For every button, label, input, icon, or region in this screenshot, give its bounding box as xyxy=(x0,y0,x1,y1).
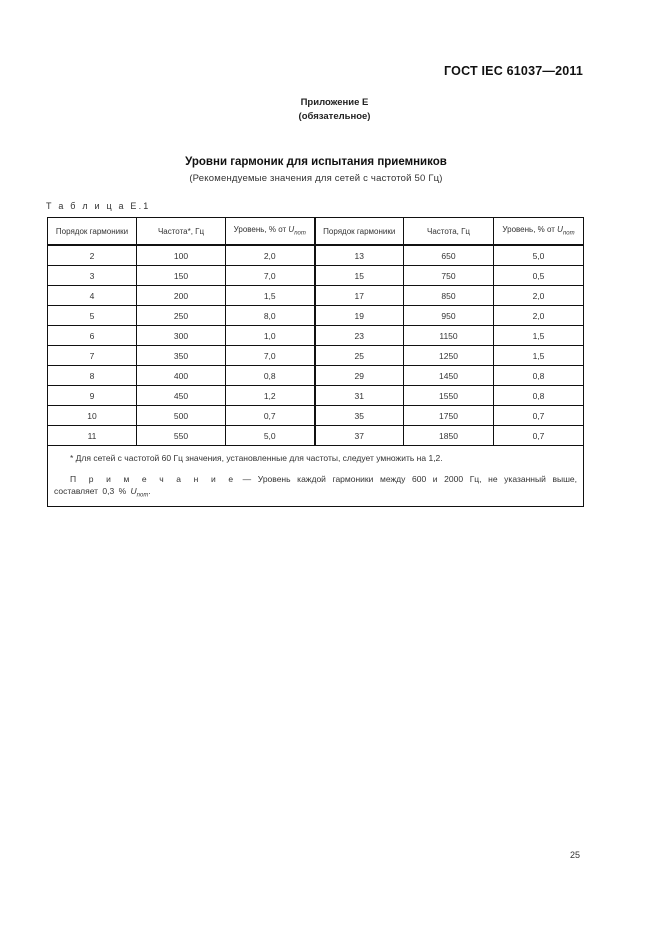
cell-frequency-left: 550 xyxy=(137,426,226,446)
cell-level-right: 2,0 xyxy=(494,306,584,326)
cell-order-left: 4 xyxy=(48,286,137,306)
note-label: П р и м е ч а н и е xyxy=(70,474,237,484)
cell-order-right: 29 xyxy=(315,366,404,386)
header-level-left xyxy=(226,218,315,246)
cell-frequency-left: 350 xyxy=(137,346,226,366)
appendix-heading xyxy=(0,96,661,124)
cell-frequency-left: 100 xyxy=(137,245,226,266)
header-frequency-left: Частота*, Гц xyxy=(137,218,226,246)
cell-order-left: 2 xyxy=(48,245,137,266)
cell-frequency-right: 1250 xyxy=(404,346,494,366)
u-symbol: U xyxy=(557,225,563,235)
header-level-left-text: Уровень, % от xyxy=(233,225,289,235)
cell-order-left: 7 xyxy=(48,346,137,366)
table-label: Т а б л и ц а Е.1 xyxy=(46,201,151,211)
cell-level-left: 1,2 xyxy=(226,386,315,406)
cell-order-right: 15 xyxy=(315,266,404,286)
table-row xyxy=(48,386,584,406)
cell-order-left: 5 xyxy=(48,306,137,326)
u-subscript: nom xyxy=(294,230,306,237)
table-row xyxy=(48,245,584,266)
cell-level-left: 1,0 xyxy=(226,326,315,346)
cell-level-right: 2,0 xyxy=(494,286,584,306)
u-symbol: U xyxy=(130,486,137,496)
cell-frequency-left: 300 xyxy=(137,326,226,346)
cell-order-right: 19 xyxy=(315,306,404,326)
cell-level-right: 0,8 xyxy=(494,366,584,386)
note-u-nom xyxy=(130,486,149,499)
header-order-right: Порядок гармоники xyxy=(315,218,404,246)
cell-level-right: 0,5 xyxy=(494,266,584,286)
cell-level-right: 1,5 xyxy=(494,326,584,346)
cell-order-right: 23 xyxy=(315,326,404,346)
note xyxy=(54,473,577,502)
u-subscript: nom xyxy=(136,492,149,499)
table-row xyxy=(48,346,584,366)
cell-order-left: 9 xyxy=(48,386,137,406)
cell-order-right: 37 xyxy=(315,426,404,446)
cell-frequency-right: 1850 xyxy=(404,426,494,446)
cell-order-right: 25 xyxy=(315,346,404,366)
cell-frequency-right: 650 xyxy=(404,245,494,266)
cell-order-right: 13 xyxy=(315,245,404,266)
table-row xyxy=(48,306,584,326)
cell-frequency-right: 750 xyxy=(404,266,494,286)
cell-frequency-right: 1450 xyxy=(404,366,494,386)
cell-frequency-right: 950 xyxy=(404,306,494,326)
cell-frequency-right: 850 xyxy=(404,286,494,306)
page-number: 25 xyxy=(570,850,581,860)
cell-order-right: 31 xyxy=(315,386,404,406)
document-code: ГОСТ IEC 61037—2011 xyxy=(444,64,583,78)
table-row xyxy=(48,406,584,426)
cell-frequency-left: 250 xyxy=(137,306,226,326)
cell-level-left: 5,0 xyxy=(226,426,315,446)
cell-level-right: 0,8 xyxy=(494,386,584,406)
section-subtitle: (Рекомендуемые значения для сетей с частотой 50 Гц) xyxy=(189,173,443,184)
notes-row xyxy=(48,446,584,507)
u-subscript: nom xyxy=(562,230,575,237)
cell-order-left: 3 xyxy=(48,266,137,286)
cell-order-right: 35 xyxy=(315,406,404,426)
header-level-right xyxy=(494,218,584,246)
cell-level-right: 0,7 xyxy=(494,426,584,446)
cell-level-left: 2,0 xyxy=(226,245,315,266)
table-row xyxy=(48,286,584,306)
cell-level-left: 0,8 xyxy=(226,366,315,386)
cell-frequency-left: 500 xyxy=(137,406,226,426)
footnote: * Для сетей с частотой 60 Гц значения, установленные для частоты, следует умножить на 1,2. xyxy=(70,453,443,463)
cell-frequency-right: 1150 xyxy=(404,326,494,346)
u-symbol: U xyxy=(288,225,295,235)
section-title: Уровни гармоник для испытания приемников xyxy=(185,156,447,168)
table-header-row xyxy=(48,218,584,246)
notes-cell xyxy=(48,446,584,507)
cell-level-left: 8,0 xyxy=(226,306,315,326)
table-row xyxy=(48,266,584,286)
cell-order-right: 17 xyxy=(315,286,404,306)
cell-frequency-left: 450 xyxy=(137,386,226,406)
cell-level-right: 1,5 xyxy=(494,346,584,366)
cell-frequency-right: 1750 xyxy=(404,406,494,426)
header-order-left: Порядок гармоники xyxy=(48,218,137,246)
cell-order-left: 11 xyxy=(48,426,137,446)
note-text: — Уровень каждой гармоники между 600 и 2000 Гц, не указанный выше, составляет 0,3 % xyxy=(54,474,577,496)
cell-level-right: 5,0 xyxy=(494,245,584,266)
cell-order-left: 8 xyxy=(48,366,137,386)
note-end: . xyxy=(148,486,151,496)
cell-frequency-left: 200 xyxy=(137,286,226,306)
cell-frequency-left: 400 xyxy=(137,366,226,386)
header-level-right-text: Уровень, % от xyxy=(502,225,558,235)
cell-level-left: 1,5 xyxy=(226,286,315,306)
cell-level-right: 0,7 xyxy=(494,406,584,426)
cell-frequency-right: 1550 xyxy=(404,386,494,406)
table-row xyxy=(48,426,584,446)
u-nom-symbol xyxy=(557,225,575,237)
cell-order-left: 10 xyxy=(48,406,137,426)
appendix-name: Приложение Е xyxy=(300,97,369,108)
header-frequency-right: Частота, Гц xyxy=(404,218,494,246)
table-row xyxy=(48,326,584,346)
cell-level-left: 7,0 xyxy=(226,346,315,366)
cell-level-left: 7,0 xyxy=(226,266,315,286)
cell-level-left: 0,7 xyxy=(226,406,315,426)
appendix-status: (обязательное) xyxy=(298,111,371,122)
harmonics-table xyxy=(47,217,584,507)
cell-order-left: 6 xyxy=(48,326,137,346)
table-row xyxy=(48,366,584,386)
u-nom-symbol xyxy=(288,225,306,237)
cell-frequency-left: 150 xyxy=(137,266,226,286)
